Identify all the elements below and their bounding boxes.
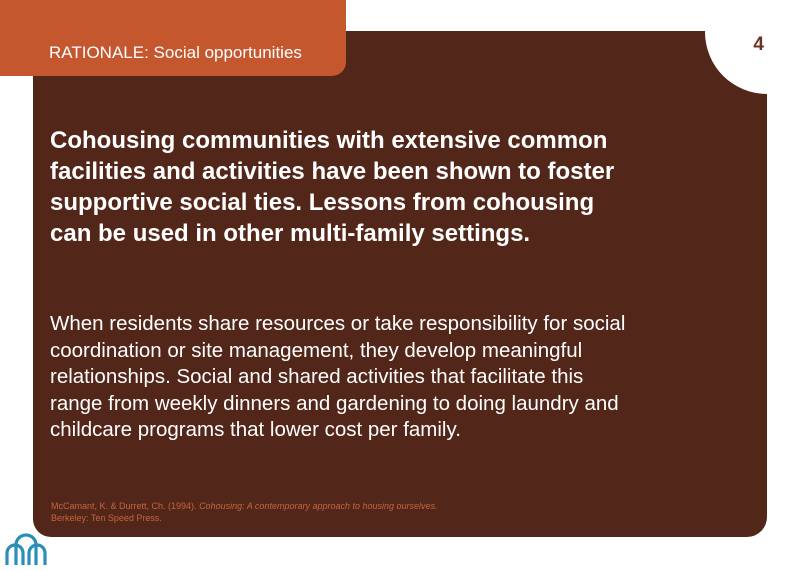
section-tab: [0, 0, 346, 76]
headline: Cohousing communities with extensive common facilities and activities have been shown to foster supportive social ties. Lessons from cohousing can be used in other multi-family settings.: [50, 127, 615, 247]
body-paragraph: When residents share resources or take responsibility for social coordination or site management, they develop meaningful relationships. Social and shared activities that facilitate this range from weekly dinners and gardening to doing laundry and childcare programs that lower cost per family.: [50, 312, 626, 441]
page-number: 4: [753, 34, 764, 55]
section-label: RATIONALE: Social opportunities: [49, 43, 302, 62]
citation-publisher: Berkeley: Ten Speed Press.: [51, 513, 162, 523]
citation-title: Cohousing: A contemporary approach to housing ourselves.: [199, 501, 438, 511]
citation: [51, 500, 571, 524]
content-card: [33, 31, 767, 537]
arches-logo-icon: [4, 533, 48, 567]
citation-authors: McCamant, K. & Durrett, Ch. (1994).: [51, 501, 197, 511]
